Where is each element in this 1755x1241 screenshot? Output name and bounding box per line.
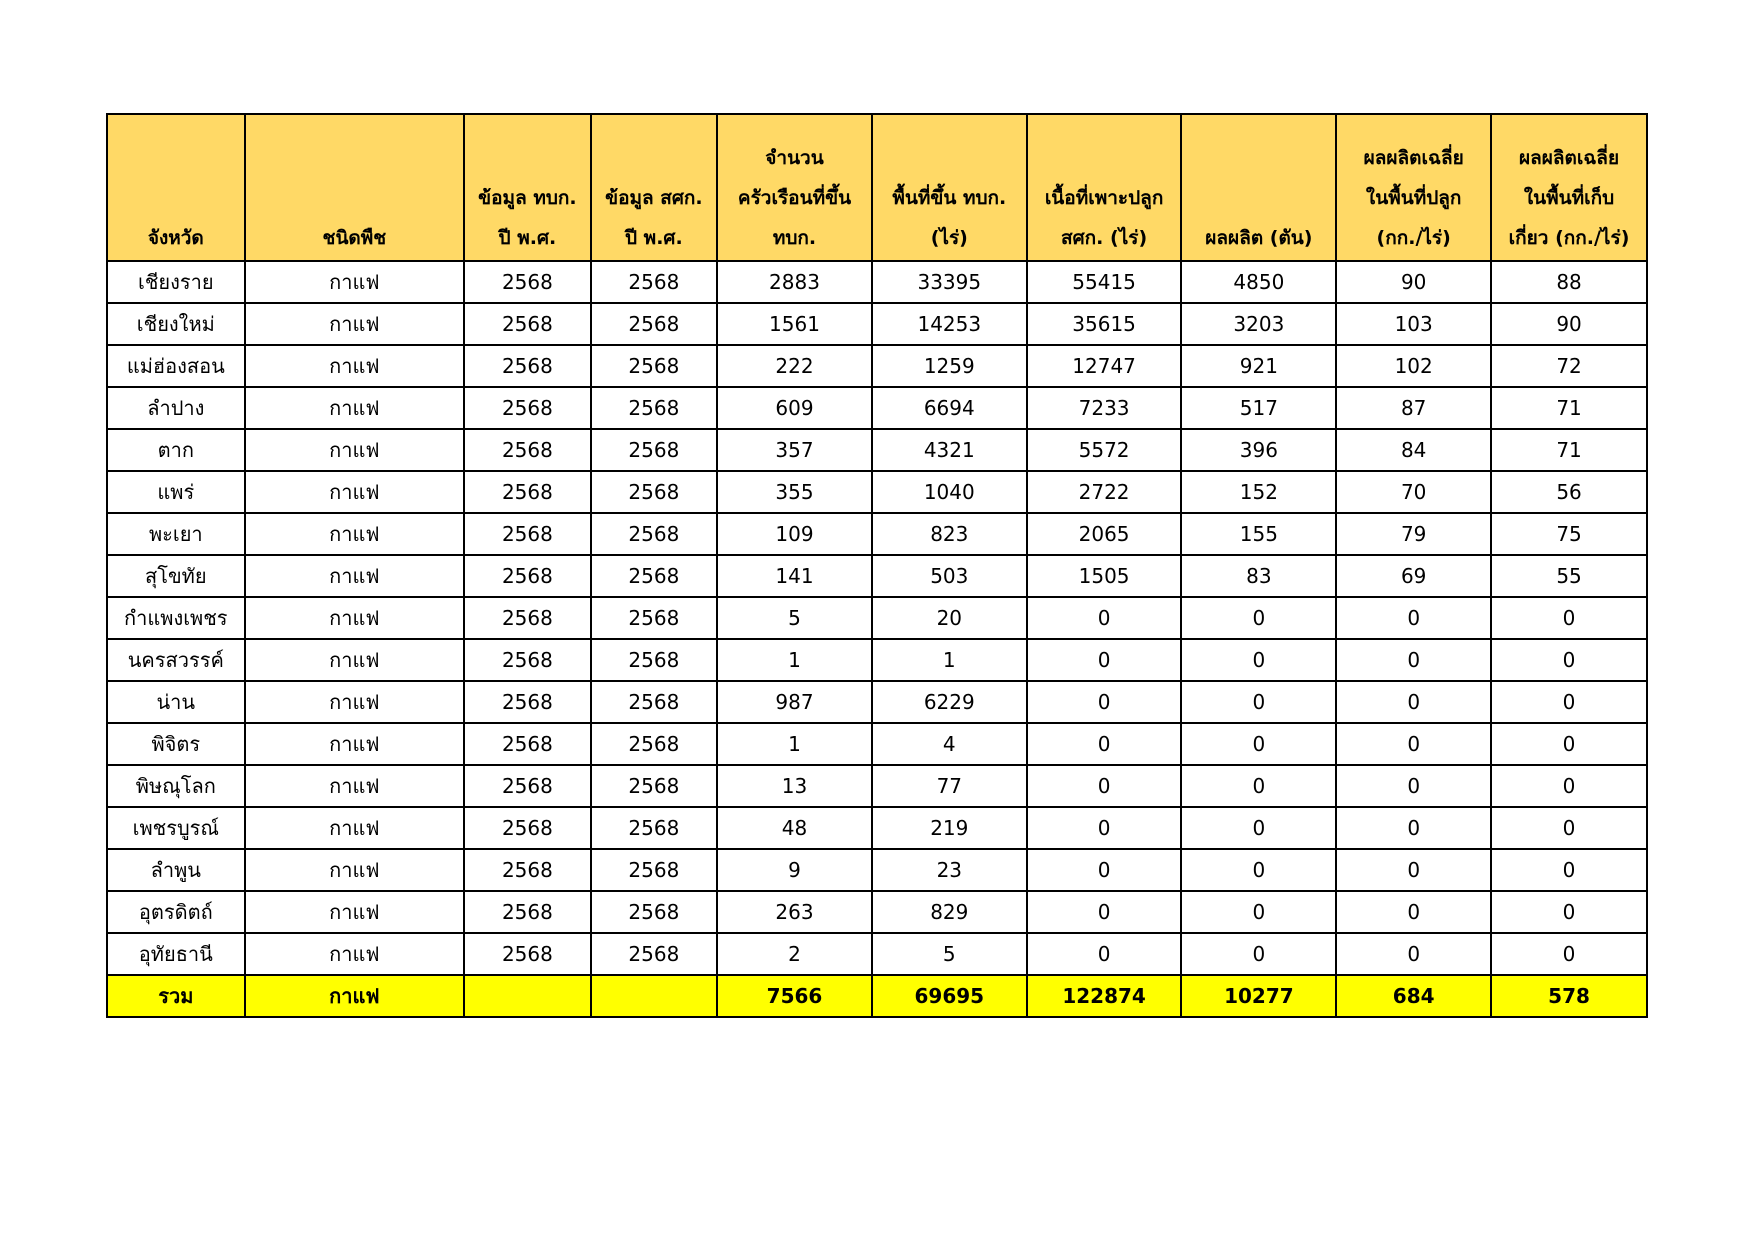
cell-yield-planted: 69	[1336, 555, 1491, 597]
header-line: ทบก.	[772, 227, 817, 249]
cell-tbk-year: 2568	[464, 555, 590, 597]
cell-oae-year: 2568	[591, 639, 717, 681]
table-row	[107, 303, 1647, 345]
total-households: 7566	[717, 975, 872, 1017]
cell-crop: กาแฟ	[245, 261, 465, 303]
cell-province: น่าน	[107, 681, 245, 723]
cell-tbk-area: 503	[872, 555, 1027, 597]
cell-yield-planted: 0	[1336, 933, 1491, 975]
cell-production: 83	[1181, 555, 1336, 597]
cell-planted-area: 0	[1027, 849, 1182, 891]
header-line: (ไร่)	[930, 227, 968, 249]
cell-yield-harvested: 88	[1491, 261, 1647, 303]
cell-oae-year: 2568	[591, 513, 717, 555]
cell-tbk-area: 829	[872, 891, 1027, 933]
cell-yield-planted: 102	[1336, 345, 1491, 387]
cell-tbk-area: 1	[872, 639, 1027, 681]
header-line: ข้อมูล สศก.	[605, 187, 703, 209]
cell-crop: กาแฟ	[245, 387, 465, 429]
cell-tbk-year: 2568	[464, 513, 590, 555]
cell-planted-area: 35615	[1027, 303, 1182, 345]
cell-households: 109	[717, 513, 872, 555]
cell-tbk-area: 219	[872, 807, 1027, 849]
header-line: ผลผลิต (ตัน)	[1205, 227, 1313, 249]
header-tbk-year	[464, 114, 590, 261]
cell-yield-harvested: 0	[1491, 765, 1647, 807]
cell-production: 517	[1181, 387, 1336, 429]
header-oae-year	[591, 114, 717, 261]
cell-yield-planted: 79	[1336, 513, 1491, 555]
table-row	[107, 849, 1647, 891]
cell-households: 222	[717, 345, 872, 387]
cell-crop: กาแฟ	[245, 303, 465, 345]
data-sheet	[106, 113, 1648, 1018]
cell-planted-area: 12747	[1027, 345, 1182, 387]
cell-province: ลำพูน	[107, 849, 245, 891]
cell-production: 0	[1181, 597, 1336, 639]
header-line: เกี่ยว (กก./ไร่)	[1508, 227, 1630, 249]
header-line: (กก./ไร่)	[1376, 227, 1451, 249]
cell-households: 5	[717, 597, 872, 639]
cell-province: สุโขทัย	[107, 555, 245, 597]
cell-households: 355	[717, 471, 872, 513]
cell-production: 4850	[1181, 261, 1336, 303]
cell-yield-planted: 0	[1336, 807, 1491, 849]
cell-yield-planted: 70	[1336, 471, 1491, 513]
cell-households: 48	[717, 807, 872, 849]
table-row	[107, 639, 1647, 681]
header-line: ในพื้นที่ปลูก	[1365, 187, 1462, 209]
cell-households: 141	[717, 555, 872, 597]
cell-planted-area: 5572	[1027, 429, 1182, 471]
cell-oae-year: 2568	[591, 387, 717, 429]
cell-production: 396	[1181, 429, 1336, 471]
table-row	[107, 597, 1647, 639]
cell-tbk-area: 1259	[872, 345, 1027, 387]
cell-yield-planted: 0	[1336, 849, 1491, 891]
cell-crop: กาแฟ	[245, 807, 465, 849]
cell-planted-area: 2065	[1027, 513, 1182, 555]
table-row	[107, 933, 1647, 975]
total-yield-planted: 684	[1336, 975, 1491, 1017]
table-row	[107, 345, 1647, 387]
table-row	[107, 807, 1647, 849]
table-row	[107, 555, 1647, 597]
cell-tbk-area: 823	[872, 513, 1027, 555]
cell-province: กำแพงเพชร	[107, 597, 245, 639]
total-crop: กาแฟ	[245, 975, 465, 1017]
header-yield-harvested	[1491, 114, 1647, 261]
cell-households: 987	[717, 681, 872, 723]
table-row	[107, 681, 1647, 723]
header-line: ครัวเรือนที่ขึ้น	[737, 187, 852, 209]
total-tbk-area: 69695	[872, 975, 1027, 1017]
cell-province: ลำปาง	[107, 387, 245, 429]
cell-production: 0	[1181, 933, 1336, 975]
cell-planted-area: 0	[1027, 639, 1182, 681]
cell-tbk-year: 2568	[464, 345, 590, 387]
cell-households: 263	[717, 891, 872, 933]
cell-yield-harvested: 0	[1491, 639, 1647, 681]
cell-oae-year: 2568	[591, 807, 717, 849]
total-production: 10277	[1181, 975, 1336, 1017]
cell-province: อุทัยธานี	[107, 933, 245, 975]
cell-households: 2883	[717, 261, 872, 303]
table-row	[107, 261, 1647, 303]
cell-tbk-year: 2568	[464, 303, 590, 345]
cell-planted-area: 0	[1027, 723, 1182, 765]
cell-crop: กาแฟ	[245, 345, 465, 387]
cell-households: 609	[717, 387, 872, 429]
cell-yield-planted: 0	[1336, 597, 1491, 639]
table-row	[107, 765, 1647, 807]
coffee-production-table	[106, 113, 1648, 1018]
cell-tbk-area: 4	[872, 723, 1027, 765]
cell-oae-year: 2568	[591, 681, 717, 723]
cell-yield-harvested: 71	[1491, 429, 1647, 471]
cell-yield-harvested: 0	[1491, 849, 1647, 891]
total-row	[107, 975, 1647, 1017]
table-row	[107, 513, 1647, 555]
cell-province: อุตรดิตถ์	[107, 891, 245, 933]
cell-tbk-year: 2568	[464, 639, 590, 681]
cell-oae-year: 2568	[591, 765, 717, 807]
cell-tbk-year: 2568	[464, 765, 590, 807]
table-body	[107, 261, 1647, 1017]
cell-planted-area: 55415	[1027, 261, 1182, 303]
cell-yield-planted: 0	[1336, 723, 1491, 765]
cell-province: เพชรบูรณ์	[107, 807, 245, 849]
cell-households: 13	[717, 765, 872, 807]
cell-province: ตาก	[107, 429, 245, 471]
header-province	[107, 114, 245, 261]
cell-province: พิจิตร	[107, 723, 245, 765]
cell-crop: กาแฟ	[245, 471, 465, 513]
cell-tbk-area: 23	[872, 849, 1027, 891]
cell-oae-year: 2568	[591, 261, 717, 303]
cell-production: 0	[1181, 807, 1336, 849]
cell-yield-planted: 0	[1336, 765, 1491, 807]
cell-yield-harvested: 55	[1491, 555, 1647, 597]
cell-oae-year: 2568	[591, 723, 717, 765]
cell-yield-planted: 87	[1336, 387, 1491, 429]
cell-households: 9	[717, 849, 872, 891]
cell-tbk-year: 2568	[464, 261, 590, 303]
cell-tbk-area: 6694	[872, 387, 1027, 429]
cell-tbk-year: 2568	[464, 891, 590, 933]
cell-yield-harvested: 0	[1491, 681, 1647, 723]
header-line: ชนิดพืช	[322, 227, 387, 249]
cell-oae-year: 2568	[591, 303, 717, 345]
cell-yield-planted: 90	[1336, 261, 1491, 303]
cell-tbk-area: 5	[872, 933, 1027, 975]
cell-oae-year: 2568	[591, 849, 717, 891]
header-crop	[245, 114, 465, 261]
cell-province: เชียงใหม่	[107, 303, 245, 345]
cell-province: เชียงราย	[107, 261, 245, 303]
cell-crop: กาแฟ	[245, 681, 465, 723]
cell-yield-harvested: 71	[1491, 387, 1647, 429]
cell-oae-year: 2568	[591, 471, 717, 513]
cell-yield-planted: 0	[1336, 891, 1491, 933]
cell-production: 921	[1181, 345, 1336, 387]
cell-crop: กาแฟ	[245, 891, 465, 933]
cell-production: 0	[1181, 891, 1336, 933]
header-line: พื้นที่ขึ้น ทบก.	[892, 187, 1007, 209]
cell-yield-harvested: 0	[1491, 807, 1647, 849]
table-row	[107, 387, 1647, 429]
header-households	[717, 114, 872, 261]
total-oae-year	[591, 975, 717, 1017]
cell-province: พิษณุโลก	[107, 765, 245, 807]
cell-crop: กาแฟ	[245, 723, 465, 765]
cell-tbk-area: 33395	[872, 261, 1027, 303]
cell-tbk-year: 2568	[464, 807, 590, 849]
cell-yield-harvested: 0	[1491, 891, 1647, 933]
cell-yield-harvested: 75	[1491, 513, 1647, 555]
header-tbk-area	[872, 114, 1027, 261]
cell-planted-area: 0	[1027, 597, 1182, 639]
table-row	[107, 723, 1647, 765]
cell-planted-area: 7233	[1027, 387, 1182, 429]
cell-tbk-area: 14253	[872, 303, 1027, 345]
cell-planted-area: 0	[1027, 765, 1182, 807]
cell-households: 1561	[717, 303, 872, 345]
header-line: สศก. (ไร่)	[1061, 227, 1148, 249]
cell-planted-area: 0	[1027, 681, 1182, 723]
cell-tbk-year: 2568	[464, 471, 590, 513]
cell-tbk-year: 2568	[464, 849, 590, 891]
header-line: ผลผลิตเฉลี่ย	[1363, 147, 1464, 169]
cell-tbk-area: 4321	[872, 429, 1027, 471]
cell-yield-harvested: 0	[1491, 723, 1647, 765]
cell-tbk-area: 77	[872, 765, 1027, 807]
cell-production: 0	[1181, 639, 1336, 681]
cell-oae-year: 2568	[591, 429, 717, 471]
cell-tbk-year: 2568	[464, 387, 590, 429]
cell-province: แม่ฮ่องสอน	[107, 345, 245, 387]
cell-households: 1	[717, 639, 872, 681]
cell-yield-harvested: 0	[1491, 597, 1647, 639]
cell-production: 0	[1181, 849, 1336, 891]
cell-planted-area: 2722	[1027, 471, 1182, 513]
cell-tbk-area: 1040	[872, 471, 1027, 513]
cell-households: 357	[717, 429, 872, 471]
header-line: จังหวัด	[147, 227, 204, 249]
header-line: ข้อมูล ทบก.	[478, 187, 577, 209]
header-row	[107, 114, 1647, 261]
cell-oae-year: 2568	[591, 933, 717, 975]
cell-planted-area: 0	[1027, 933, 1182, 975]
header-line: ปี พ.ศ.	[625, 227, 683, 249]
cell-tbk-year: 2568	[464, 597, 590, 639]
header-line: ในพื้นที่เก็บ	[1523, 187, 1615, 209]
cell-tbk-year: 2568	[464, 933, 590, 975]
cell-oae-year: 2568	[591, 345, 717, 387]
cell-production: 3203	[1181, 303, 1336, 345]
cell-crop: กาแฟ	[245, 933, 465, 975]
cell-crop: กาแฟ	[245, 555, 465, 597]
total-planted-area: 122874	[1027, 975, 1182, 1017]
cell-province: แพร่	[107, 471, 245, 513]
cell-production: 0	[1181, 723, 1336, 765]
cell-crop: กาแฟ	[245, 597, 465, 639]
total-tbk-year	[464, 975, 590, 1017]
cell-yield-planted: 0	[1336, 639, 1491, 681]
header-yield-planted	[1336, 114, 1491, 261]
cell-yield-planted: 84	[1336, 429, 1491, 471]
table-row	[107, 891, 1647, 933]
header-line: จำนวน	[765, 147, 824, 169]
total-yield-harvested: 578	[1491, 975, 1647, 1017]
cell-yield-harvested: 72	[1491, 345, 1647, 387]
cell-province: พะเยา	[107, 513, 245, 555]
total-province: รวม	[107, 975, 245, 1017]
cell-tbk-year: 2568	[464, 429, 590, 471]
cell-yield-harvested: 56	[1491, 471, 1647, 513]
cell-crop: กาแฟ	[245, 513, 465, 555]
table-row	[107, 471, 1647, 513]
table-row	[107, 429, 1647, 471]
cell-province: นครสวรรค์	[107, 639, 245, 681]
cell-households: 2	[717, 933, 872, 975]
header-line: ผลผลิตเฉลี่ย	[1518, 147, 1620, 169]
cell-households: 1	[717, 723, 872, 765]
cell-planted-area: 0	[1027, 807, 1182, 849]
cell-production: 155	[1181, 513, 1336, 555]
cell-crop: กาแฟ	[245, 765, 465, 807]
cell-tbk-area: 20	[872, 597, 1027, 639]
cell-crop: กาแฟ	[245, 849, 465, 891]
cell-oae-year: 2568	[591, 597, 717, 639]
cell-production: 0	[1181, 765, 1336, 807]
cell-production: 0	[1181, 681, 1336, 723]
cell-tbk-year: 2568	[464, 723, 590, 765]
header-line: เนื้อที่เพาะปลูก	[1044, 187, 1164, 209]
cell-tbk-year: 2568	[464, 681, 590, 723]
cell-planted-area: 0	[1027, 891, 1182, 933]
cell-tbk-area: 6229	[872, 681, 1027, 723]
cell-production: 152	[1181, 471, 1336, 513]
cell-yield-harvested: 0	[1491, 933, 1647, 975]
header-planted-area	[1027, 114, 1182, 261]
cell-yield-planted: 0	[1336, 681, 1491, 723]
header-line: ปี พ.ศ.	[498, 227, 557, 249]
cell-crop: กาแฟ	[245, 429, 465, 471]
header-production	[1181, 114, 1336, 261]
cell-yield-planted: 103	[1336, 303, 1491, 345]
cell-planted-area: 1505	[1027, 555, 1182, 597]
cell-oae-year: 2568	[591, 891, 717, 933]
cell-crop: กาแฟ	[245, 639, 465, 681]
cell-yield-harvested: 90	[1491, 303, 1647, 345]
cell-oae-year: 2568	[591, 555, 717, 597]
